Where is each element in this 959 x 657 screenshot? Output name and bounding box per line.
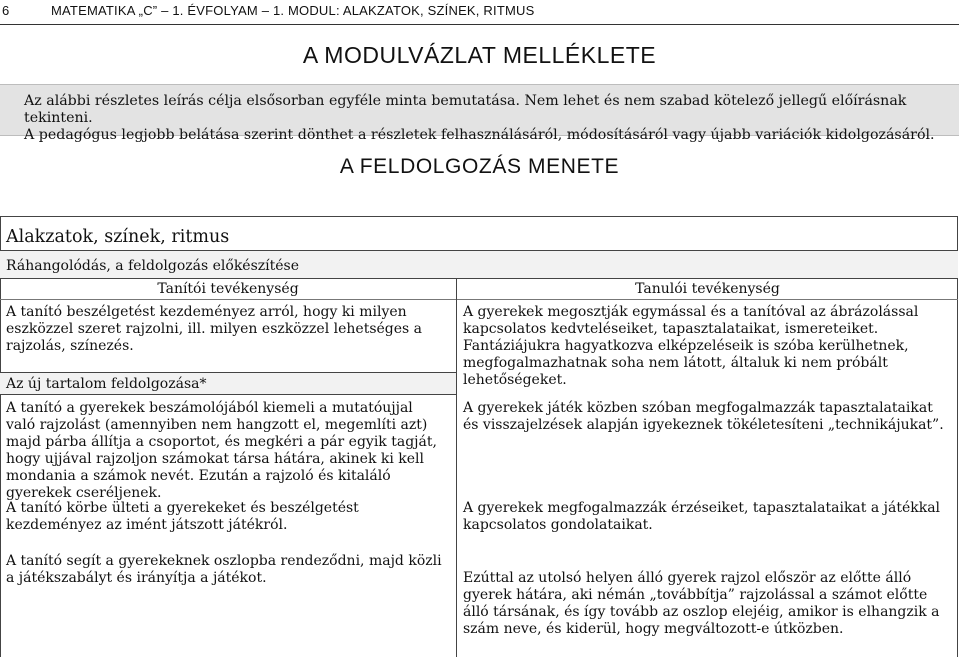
process-title: A FELDOLGOZÁS MENETE [339,155,620,178]
student-paragraph: Ezúttal az utolsó helyen álló gyerek rajzol először az előtte álló gyerek hátára, aki némán „továbbítja” rajzolással a számot előtte álló társának, és így tovább az oszlop elejéig, amikor is elhangzik a szám neve, és kiderül, hogy megváltozott-e útközben. [463,570,940,637]
subsection-title: Ráhangolódás, a feldolgozás előkészítése [6,258,300,274]
student-paragraph: A gyerekek megfogalmazzák érzéseiket, tapasztalataikat a játékkal kapcsolatos gondolataikat. [463,500,941,533]
teacher-header-rule [0,299,456,300]
appendix-title: A MODULVÁZLAT MELLÉKLETE [302,42,657,68]
teacher-column-header: Tanítói tevékenység [157,281,299,297]
teacher-paragraph: A tanító körbe ülteti a gyerekeket és beszélgetést kezdeményez az imént játszott játékról. [6,500,359,533]
column-divider [456,279,457,657]
student-column-header: Tanulói tevékenység [635,281,780,297]
notice-line-1: Az alábbi részletes leírás célja elsősorban egyféle minta bemutatása. Nem lehet és nem szabad kötelező jellegű előírásnak tekinteni. [24,93,907,126]
teacher-paragraph: A tanító segít a gyerekeknek oszlopba rendeződni, majd közli a játékszabályt és irányítja a játékot. [6,553,442,586]
running-header [0,0,959,25]
page-number: 6 [2,3,10,18]
notice-box [0,84,959,143]
running-title: MATEMATIKA „C” – 1. ÉVFOLYAM – 1. MODUL: ALAKZATOK, SZÍNEK, RITMUS [51,3,535,18]
section-title: Alakzatok, színek, ritmus [6,227,230,247]
teacher-paragraph: A tanító a gyerekek beszámolójából kiemeli a mutatóujjal való rajzolást (amennyiben nem hangzott el, megemlíti azt) majd párba állítja a csoportot, és megkéri a pár egyik tagját, hogy ujjával rajzoljon számokat társa hátára, akinek ki kell mondania a számok nevét. Ezután a rajzoló és kitaláló gyerekek cseréljenek. [6,400,437,501]
student-header-rule [457,299,958,300]
new-content-title: Az új tartalom feldolgozása* [6,376,207,392]
notice-line-2: A pedagógus legjobb belátása szerint dönthet a részletek felhasználásáról, módosításáról vagy újabb variációk kidolgozásáról. [24,127,935,143]
student-paragraph: A gyerekek megosztják egymással és a tanítóval az ábrázolással kapcsolatos kedvteléseiket, tapasztalataikat, ismereteiket. Fantáziájukra hagyatkozva elképzeléseik is szóba kerülhetnek, megfogalmazhatnak soha nem látott, általuk ki nem próbált lehetőségeket. [463,304,919,388]
teacher-paragraph: A tanító beszélgetést kezdeményez arról, hogy ki milyen eszközzel szeret rajzolni, ill. milyen eszközzel lehetséges a rajzolás, színezés. [6,304,423,354]
student-paragraph: A gyerekek játék közben szóban megfogalmazzák tapasztalataikat és visszajelzések alapján igyekeznek tökéletesíteni „technikájukat”. [463,400,944,433]
